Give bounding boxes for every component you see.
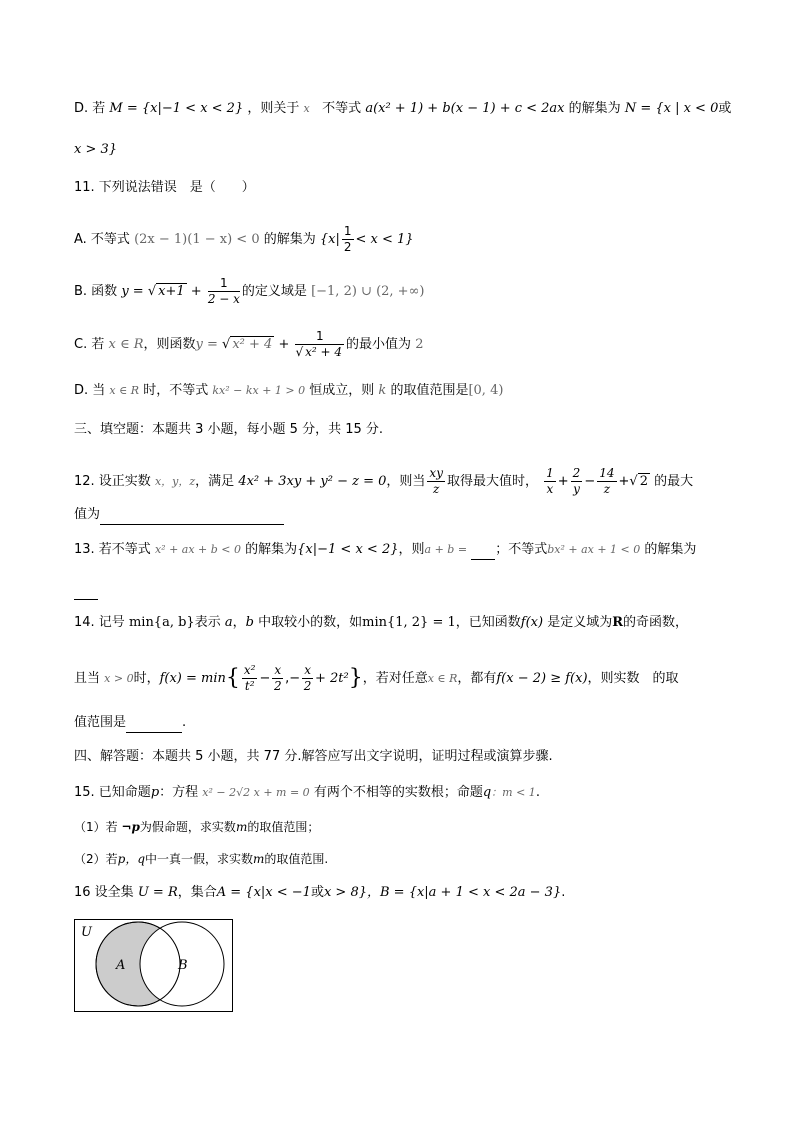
answer-blank[interactable]: [471, 559, 495, 560]
q16: 16 设全集 U = R，集合A = {x|x < −1或x > 8}，B = {x|a + 1 < x < 2a − 3}.: [74, 885, 566, 900]
q12-cont: 值为: [74, 505, 284, 525]
q11-option-d: D. 当 x ∈ R 时，不等式 kx² − kx + 1 > 0 恒成立，则 k 的取值范围是[0, 4): [74, 383, 504, 398]
q11-option-b: B. 函数 y = √ x+1 + $\frac{1}{2 - x}$ 的定义域是 [−1, 2) ∪ (2, +∞): [74, 276, 425, 306]
answer-blank[interactable]: [74, 599, 98, 600]
q13: 13. 若不等式 x² + ax + b < 0 的解集为{x|−1 < x < 2}，则a + b = ；不等式bx² + ax + 1 < 0 的解集为: [74, 540, 696, 560]
q12: 12. 设正实数 x，y，z，满足 4x² + 3xy + y² − z = 0，则当 $\frac{xy}{z}$ 取得最大值时， $\frac{1}{x}$ + $\frac{2}{y}$ − $\frac{14}{z}$ +√ 2 的最大: [74, 466, 694, 496]
q10-option-d-cont: x > 3}: [74, 142, 118, 157]
inequality: a(x² + 1) + b(x − 1) + c < 2ax: [365, 101, 565, 116]
q15-part2: （2）若p，q中一真一假，求实数m的取值范围.: [74, 852, 329, 866]
set-n: N = {x | x < 0: [624, 101, 719, 116]
universe-label: U: [81, 925, 92, 940]
q11-option-a: A. 不等式 (2x − 1)(1 − x) < 0 的解集为 {x| $\frac{1}{2}$ < x < 1}: [74, 224, 414, 254]
q11-stem: 11. 下列说法错误 是（ ）: [74, 180, 255, 195]
q10-option-d: D. 若 M = {x|−1 < x < 2} ，则关于 x 不等式 a(x² + 1) + b(x − 1) + c < 2ax 的解集为 N = {x | x < 0或: [74, 101, 732, 116]
q14: 14. 记号 min{a, b}表示 a，b 中取较小的数，如min{1, 2} = 1，已知函数f(x) 是定义域为R的奇函数，: [74, 615, 689, 630]
set-a-label: A: [116, 958, 126, 973]
q15: 15. 已知命题p：方程 x² − 2√2 x + m = 0 有两个不相等的实数根；命题q：m < 1.: [74, 785, 540, 800]
answer-blank[interactable]: [126, 732, 182, 733]
section-4-title: 四、解答题：本题共 5 小题，共 77 分.解答应写出文字说明，证明过程或演算步骤.: [74, 749, 553, 764]
q14-line3: 值范围是 .: [74, 713, 186, 733]
q11-option-c: C. 若 x ∈ R，则函数y = √ x² + 4 + $\frac{1}{\text{√ x² + 4}}$ 的最小值为 2: [74, 329, 424, 359]
answer-blank[interactable]: [100, 524, 284, 525]
q14-line2: 且当 x > 0时，f(x) = min{ $\frac{\text{x²}}{\text{t²}}$ − $\frac{x}{2}$ ,− $\frac{x}{2}$ + 2t²}，若对任意x ∈ R，都有f(x − 2) ≥ f(x)，则实数 的取: [74, 663, 679, 693]
set-b-label: B: [178, 958, 188, 973]
q15-part1: （1）若 ¬p为假命题，求实数m的取值范围；: [74, 820, 320, 834]
q13-cont: [74, 580, 98, 600]
set-m: M = {x|−1 < x < 2}: [109, 101, 244, 116]
section-3-title: 三、填空题：本题共 3 小题，每小题 5 分，共 15 分.: [74, 422, 384, 437]
venn-diagram: [74, 919, 234, 1013]
